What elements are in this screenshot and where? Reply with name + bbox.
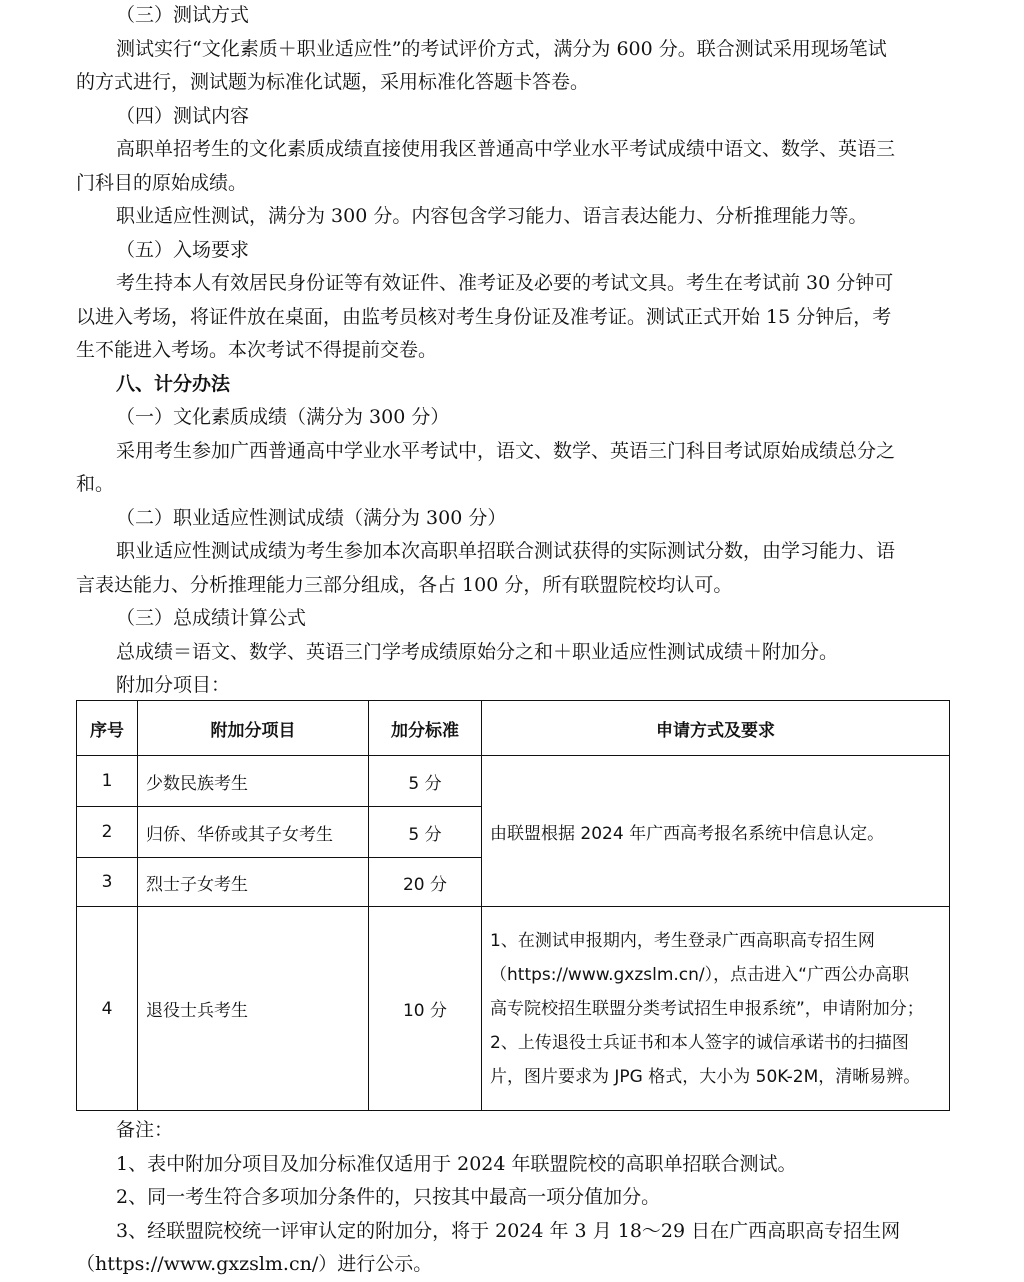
table-caption: 附加分项目：	[116, 674, 231, 696]
note-line: 2、同一考生符合多项加分条件的，只按其中最高一项分值加分。	[116, 1186, 661, 1208]
note-line: 3、经联盟院校统一评审认定的附加分，将于 2024 年 3 月 18～29 日在广西高职高专招生网	[116, 1220, 901, 1242]
paragraph-line: 职业适应性测试成绩为考生参加本次高职单招联合测试获得的实际测试分数，由学习能力、语	[116, 540, 896, 562]
request-line: 片，图片要求为 JPG 格式，大小为 50K-2M，清晰易辨。	[490, 1066, 921, 1087]
cell-no: 2	[77, 807, 138, 858]
request-line: 2、上传退役士兵证书和本人签字的诚信承诺书的扫描图	[490, 1032, 909, 1053]
paragraph-line: 职业适应性测试，满分为 300 分。内容包含学习能力、语言表达能力、分析推理能力等。	[116, 205, 868, 227]
cell-no: 4	[77, 907, 138, 1111]
paragraph-line: 门科目的原始成绩。	[76, 172, 248, 194]
paragraph-line: 的方式进行，测试题为标准化试题，采用标准化答题卡答卷。	[76, 71, 590, 93]
section-heading: （三）总成绩计算公式	[116, 607, 307, 629]
section-heading: （五）入场要求	[116, 239, 250, 261]
table-row	[77, 907, 950, 1111]
cell-item: 归侨、华侨或其子女考生	[138, 807, 369, 858]
cell-request-veteran	[482, 907, 950, 1111]
header-item: 附加分项目	[138, 701, 369, 756]
request-line: （https://www.gxzslm.cn/），点击进入“广西公办高职	[490, 964, 909, 985]
paragraph-line: 测试实行“文化素质＋职业适应性”的考试评价方式，满分为 600 分。联合测试采用现场笔试	[116, 38, 887, 60]
notes-heading: 备注：	[116, 1119, 174, 1141]
request-line: 1、在测试申报期内，考生登录广西高职高专招生网	[490, 930, 875, 951]
cell-score: 5 分	[369, 756, 482, 807]
cell-item: 烈士子女考生	[138, 858, 369, 907]
paragraph-line: 以进入考场，将证件放在桌面，由监考员核对考生身份证及准考证。测试正式开始 15 分钟后，考	[76, 306, 892, 328]
header-request: 申请方式及要求	[482, 701, 950, 756]
paragraph-line: 考生持本人有效居民身份证等有效证件、准考证及必要的考试文具。考生在考试前 30 分钟可	[116, 272, 894, 294]
section-heading: （四）测试内容	[116, 105, 250, 127]
section-heading: （二）职业适应性测试成绩（满分为 300 分）	[116, 507, 507, 529]
bonus-points-table	[76, 700, 950, 1111]
cell-score: 20 分	[369, 858, 482, 907]
section-heading: （一）文化素质成绩（满分为 300 分）	[116, 406, 450, 428]
paragraph-line: 采用考生参加广西普通高中学业水平考试中，语文、数学、英语三门科目考试原始成绩总分之	[116, 440, 896, 462]
paragraph-line: 生不能进入考场。本次考试不得提前交卷。	[76, 339, 438, 361]
paragraph-line: 言表达能力、分析推理能力三部分组成，各占 100 分，所有联盟院校均认可。	[76, 574, 733, 596]
request-line: 高专院校招生联盟分类考试招生申报系统”，申请附加分；	[490, 998, 924, 1019]
paragraph-line: 高职单招考生的文化素质成绩直接使用我区普通高中学业水平考试成绩中语文、数学、英语三	[116, 138, 896, 160]
cell-score: 5 分	[369, 807, 482, 858]
cell-no: 1	[77, 756, 138, 807]
chapter-heading: 八、计分办法	[116, 373, 231, 395]
note-line: 1、表中附加分项目及加分标准仅适用于 2024 年联盟院校的高职单招联合测试。	[116, 1153, 797, 1175]
cell-score: 10 分	[369, 907, 482, 1111]
cell-item: 少数民族考生	[138, 756, 369, 807]
cell-request-group: 由联盟根据 2024 年广西高考报名系统中信息认定。	[482, 756, 950, 907]
header-no: 序号	[77, 701, 138, 756]
note-line: （https://www.gxzslm.cn/）进行公示。	[76, 1253, 433, 1275]
cell-item: 退役士兵考生	[138, 907, 369, 1111]
paragraph-line: 总成绩＝语文、数学、英语三门学考成绩原始分之和＋职业适应性测试成绩＋附加分。	[116, 641, 839, 663]
section-heading: （三）测试方式	[116, 4, 250, 26]
table-header-row	[77, 701, 950, 756]
cell-no: 3	[77, 858, 138, 907]
paragraph-line: 和。	[76, 473, 115, 495]
table-row	[77, 756, 950, 807]
header-score: 加分标准	[369, 701, 482, 756]
